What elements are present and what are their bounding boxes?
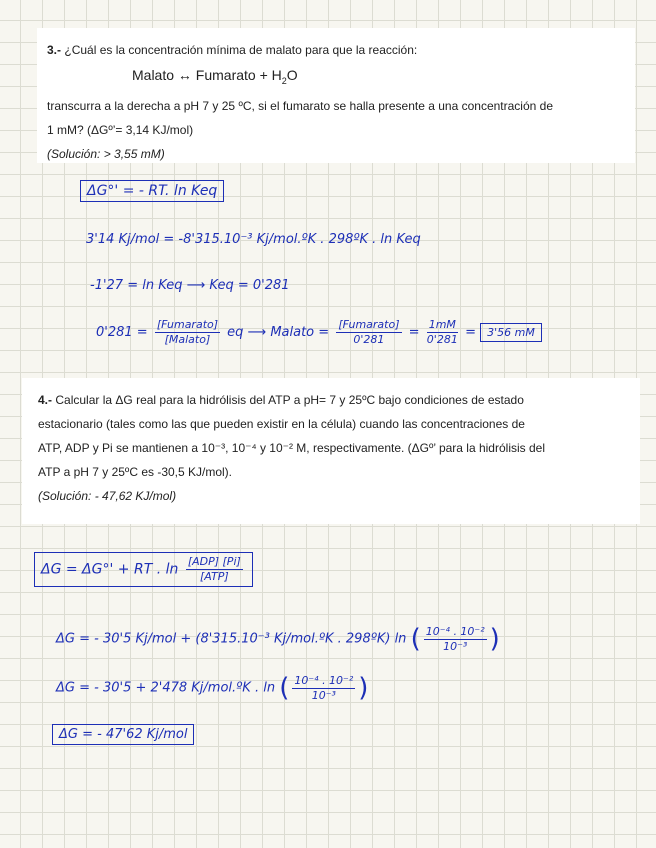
hw4-step2-den: 10⁻³ — [311, 688, 336, 702]
hw4-step1-num: 10⁻⁴ . 10⁻² — [425, 624, 485, 638]
hw3-result-box: 3'56 mM — [480, 323, 542, 342]
hw3-fraction-2 — [336, 318, 401, 347]
hw3-step3-eq: eq ⟶ Malato = — [227, 325, 330, 340]
hw3-step3-eq2: = — [408, 325, 420, 340]
hw3-frac2-den: 0'281 — [353, 333, 385, 346]
hw4-formula-fraction — [186, 555, 243, 584]
hw3-step-1: 3'14 Kj/mol = -8'315.10⁻³ Kj/mol.ºK . 298ºK . ln Keq — [86, 232, 421, 247]
problem-4-line-4: ATP a pH 7 y 25ºC es -30,5 KJ/mol). — [38, 465, 233, 479]
problem-3-question-line — [47, 38, 625, 62]
problem-3-line-3: 1 mM? (ΔGº’= 3,14 KJ/mol) — [47, 122, 194, 137]
hw4-step1-fraction — [424, 625, 487, 654]
hw3-step3-eq3: = — [465, 325, 476, 340]
problem-3-line-2: transcurra a la derecha a pH 7 y 25 ºC, si el fumarato se halla presente a una concentración de — [47, 98, 554, 113]
hw3-step3-left: 0'281 = — [96, 325, 148, 340]
hw4-formula-num: [ADP] [Pi] — [187, 555, 241, 568]
problem-4-line-3: ATP, ADP y Pi se mantienen a 10⁻³, 10⁻⁴ y 10⁻² M, respectivamente. (ΔGº’ para la hidrólisis del — [38, 441, 545, 455]
hw4-step-2 — [56, 673, 368, 703]
problem-3-number: 3.- — [47, 43, 62, 57]
problem-3-reaction — [47, 62, 625, 94]
reaction-text: Malato ↔ Fumarato + H — [132, 67, 282, 83]
hw3-fraction-3 — [427, 318, 458, 347]
hw3-frac3-den: 0'281 — [426, 333, 458, 346]
hw3-frac3-num: 1mM — [428, 318, 456, 331]
hw3-frac1-den: [Malato] — [164, 333, 211, 346]
hw4-step-1 — [56, 624, 500, 654]
hw4-step1-left: ΔG = - 30'5 Kj/mol + (8'315.10⁻³ Kj/mol.ºK . 298ºK) ln — [56, 631, 407, 647]
hw3-step-3 — [96, 318, 542, 347]
problem-4-line-2: estacionario (tales como las que pueden existir en la célula) cuando las concentraciones de — [38, 417, 525, 431]
hw3-formula-box: ΔG°' = - RT. ln Keq — [80, 180, 224, 202]
problem-3-solution: (Solución: > 3,55 mM) — [47, 146, 165, 161]
hw4-paren-open-2: ( — [279, 673, 290, 703]
hw3-fraction-1 — [155, 318, 220, 347]
hw3-frac2-num: [Fumarato] — [338, 318, 400, 331]
problem-4-card — [22, 378, 640, 524]
hw4-formula-box — [34, 552, 253, 587]
problem-4-line-1 — [38, 388, 630, 412]
hw4-formula-den: [ATP] — [199, 570, 229, 583]
hw3-step-2: -1'27 = ln Keq ⟶ Keq = 0'281 — [90, 278, 290, 293]
problem-3-card — [37, 28, 635, 163]
hw4-paren-open: ( — [410, 624, 421, 654]
hw4-paren-close-2: ) — [358, 673, 369, 703]
hw4-formula-left: ΔG = ΔG°' + RT . ln — [41, 561, 179, 578]
hw4-step1-den: 10⁻³ — [443, 639, 468, 653]
hw4-step2-fraction — [292, 674, 355, 703]
problem-3-question: ¿Cuál es la concentración mínima de malato para que la reacción: — [64, 43, 418, 57]
problem-4-line-1-text: Calcular la ΔG real para la hidrólisis del ATP a pH= 7 y 25ºC bajo condiciones de estado — [55, 393, 524, 407]
hw4-step2-left: ΔG = - 30'5 + 2'478 Kj/mol.ºK . ln — [56, 680, 276, 696]
problem-4-number: 4.- — [38, 393, 53, 407]
hw4-step2-num: 10⁻⁴ . 10⁻² — [294, 673, 354, 687]
problem-4-solution: (Solución: - 47,62 KJ/mol) — [38, 489, 177, 503]
hw3-frac1-num: [Fumarato] — [156, 318, 219, 331]
hw4-result-box: ΔG = - 47'62 Kj/mol — [52, 724, 194, 745]
reaction-end: O — [286, 67, 298, 83]
reaction-subscript: 2 — [281, 75, 287, 86]
hw4-paren-close: ) — [489, 624, 500, 654]
